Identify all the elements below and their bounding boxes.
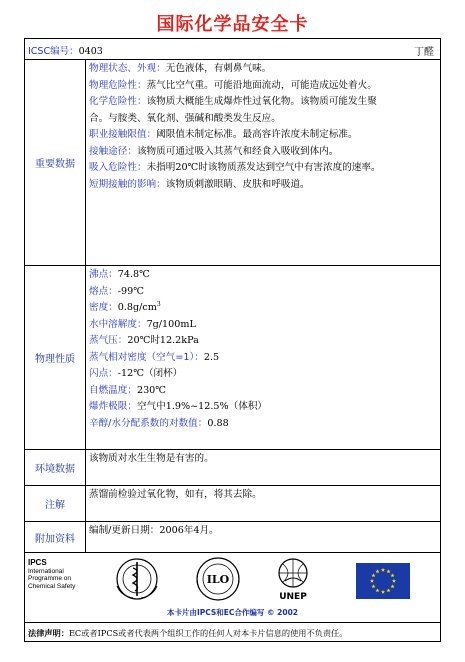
logos-section bbox=[25, 553, 440, 623]
important-data-section bbox=[25, 60, 440, 266]
field-key: 化学危险性： bbox=[89, 96, 147, 107]
important-data-line bbox=[89, 177, 437, 194]
field-key: 物理状态、外观： bbox=[89, 63, 166, 74]
property-key: 水中溶解度： bbox=[89, 318, 147, 330]
field-key: 短期接触的影响： bbox=[89, 178, 166, 190]
field-value: 蒸气比空气重。可能沿地面流动，可能造成远处着火。 bbox=[146, 79, 377, 91]
field-key: 接触途径： bbox=[89, 145, 137, 157]
environment-section bbox=[25, 450, 440, 486]
property-value: 0.88 bbox=[207, 417, 229, 429]
property-key: 闪点： bbox=[89, 368, 118, 379]
field-value: 无色液体，有刺鼻气味。 bbox=[165, 63, 272, 74]
page-title: 国际化学品安全卡 bbox=[156, 14, 309, 35]
important-data-line bbox=[89, 78, 437, 95]
legal-disclaimer bbox=[28, 628, 347, 639]
important-data-line bbox=[89, 61, 437, 78]
important-data-line bbox=[89, 160, 437, 177]
environment-text: 该物质对水生生物是有害的。 bbox=[89, 453, 214, 464]
property-row bbox=[89, 284, 437, 301]
chemical-name: 丁醛 bbox=[414, 47, 434, 58]
physical-properties-section bbox=[25, 266, 440, 450]
important-data-line bbox=[89, 144, 437, 161]
property-row bbox=[89, 399, 437, 416]
icsc-label: ICSC编号： bbox=[28, 46, 79, 57]
important-data-content bbox=[86, 60, 440, 265]
physical-properties-label: 物理性质 bbox=[25, 266, 86, 449]
property-value: 74.8℃ bbox=[117, 269, 150, 280]
additional-label: 附加资料 bbox=[25, 522, 86, 552]
credit-line: 本卡片由IPCS和EC合作编写 © 2002 bbox=[166, 608, 299, 617]
additional-text: 编制/更新日期：2006年4月。 bbox=[89, 525, 219, 536]
ilo-text: ILO bbox=[206, 573, 230, 586]
field-key: 职业接触限值： bbox=[89, 129, 157, 140]
environment-label: 环境数据 bbox=[25, 450, 86, 485]
property-value: 7g/100mL bbox=[146, 318, 196, 330]
safety-card bbox=[24, 38, 441, 642]
property-superscript: 3 bbox=[156, 300, 161, 308]
property-row bbox=[89, 267, 437, 284]
physical-properties-content bbox=[86, 266, 440, 449]
ipcs-logo bbox=[28, 559, 75, 590]
who-emblem-icon bbox=[113, 556, 161, 602]
icsc-number bbox=[28, 43, 103, 57]
property-value: 0.8g/cm bbox=[117, 302, 157, 313]
field-value: 合。与胺类、氧化剂、强碱和酸类发生反应。 bbox=[89, 112, 281, 124]
eu-flag-icon bbox=[356, 563, 410, 599]
field-value: 该物质可通过吸入其蒸气和经食入吸收到体内。 bbox=[136, 145, 339, 157]
disclaimer-label: 法律声明： bbox=[28, 628, 69, 638]
field-value: 该物质刺激眼睛、皮肤和呼吸道。 bbox=[165, 178, 310, 190]
property-key: 沸点： bbox=[89, 269, 118, 280]
property-row bbox=[89, 333, 437, 350]
ipcs-line: Programme on bbox=[28, 575, 71, 582]
unep-emblem-icon bbox=[271, 555, 315, 603]
property-key: 蒸气压： bbox=[89, 335, 128, 346]
notes-label: 注解 bbox=[25, 486, 86, 521]
additional-section bbox=[25, 522, 440, 553]
property-key: 自燃温度： bbox=[89, 384, 137, 396]
notes-section bbox=[25, 486, 440, 522]
important-data-line bbox=[89, 127, 437, 144]
ipcs-line: Chemical Safety bbox=[28, 582, 76, 590]
property-key: 密度： bbox=[89, 302, 118, 313]
disclaimer-text: EC或者IPCS或者代表两个组织工作的任何人对本卡片信息的使用不负责任。 bbox=[68, 628, 348, 638]
field-value: 阈限值未制定标准。最高容许浓度未制定标准。 bbox=[156, 129, 358, 140]
notes-text: 蒸馏前检验过氧化物，如有，将其去除。 bbox=[89, 489, 262, 500]
property-row bbox=[89, 416, 437, 433]
icsc-header-row bbox=[25, 39, 440, 60]
icsc-value: 0403 bbox=[78, 46, 103, 57]
property-row bbox=[89, 300, 437, 317]
property-row bbox=[89, 350, 437, 367]
property-value: 2.5 bbox=[203, 351, 220, 363]
property-key: 熔点： bbox=[89, 285, 118, 297]
important-data-line bbox=[89, 94, 437, 111]
property-key: 辛醇/水分配系数的对数值： bbox=[89, 417, 208, 429]
important-data-line bbox=[89, 111, 437, 128]
property-row bbox=[89, 317, 437, 334]
property-value: -12℃（闭杯） bbox=[117, 368, 183, 379]
important-data-label: 重要数据 bbox=[25, 60, 86, 265]
ilo-emblem-icon bbox=[193, 556, 243, 602]
ipcs-line: International bbox=[28, 567, 64, 575]
property-value: -99℃ bbox=[117, 285, 144, 297]
property-row bbox=[89, 383, 437, 400]
property-key: 蒸气相对密度（空气=1）： bbox=[89, 351, 204, 363]
field-value: 未指明20℃时该物质蒸发达到空气中有害浓度的速率。 bbox=[146, 162, 381, 173]
field-key: 物理危险性： bbox=[89, 79, 147, 91]
field-key: 吸入危险性： bbox=[89, 162, 147, 173]
property-value: 20℃时12.2kPa bbox=[127, 335, 199, 346]
property-value: 230℃ bbox=[136, 384, 167, 396]
property-value: 空气中1.9%~12.5%（体积） bbox=[136, 401, 268, 412]
ipcs-title: IPCS bbox=[28, 558, 47, 567]
property-row bbox=[89, 366, 437, 383]
property-key: 爆炸极限： bbox=[89, 401, 137, 412]
field-value: 该物质大概能生成爆炸性过氧化物。该物质可能发生聚 bbox=[146, 96, 377, 107]
unep-text: UNEP bbox=[279, 592, 307, 602]
